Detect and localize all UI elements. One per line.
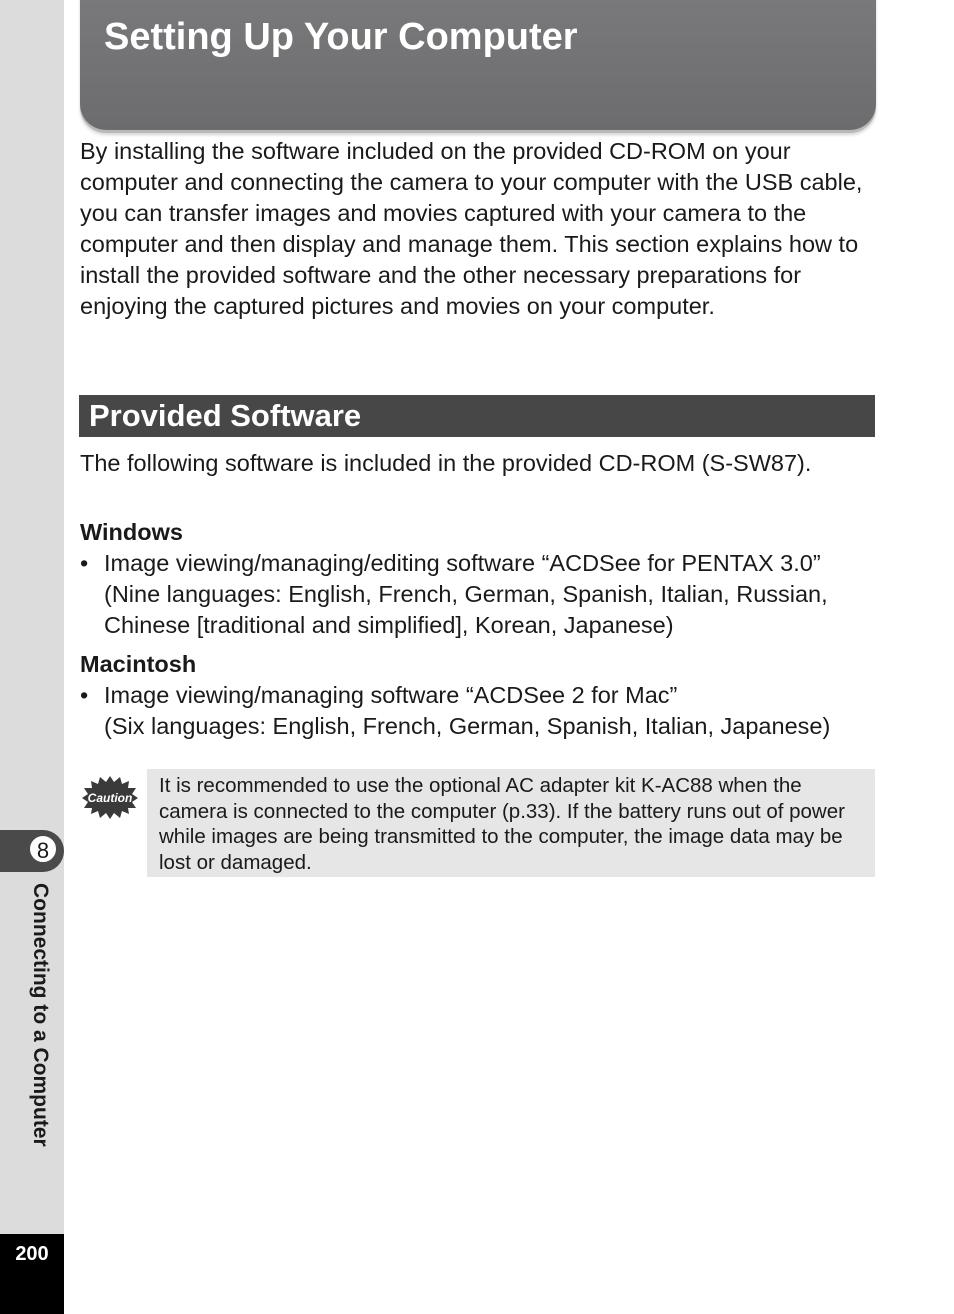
section-header bbox=[79, 395, 875, 437]
macintosh-software-item bbox=[80, 680, 880, 742]
caution-icon bbox=[82, 775, 138, 819]
bullet-dot: • bbox=[80, 682, 89, 708]
page-number: 200 bbox=[15, 1243, 49, 1265]
section-title: Provided Software bbox=[89, 398, 362, 433]
caution-note: It is recommended to use the optional AC adapter kit K-AC88 when the camera is connected to the computer (p.33). If the battery runs out of power while images are being transmitted to the computer, the image data may be lost or damaged. bbox=[147, 769, 875, 877]
bullet-dot: • bbox=[80, 550, 89, 576]
macintosh-heading: Macintosh bbox=[80, 651, 197, 677]
windows-line-1: Image viewing/managing/editing software “ACDSee for PENTAX 3.0” bbox=[104, 550, 821, 576]
title-band bbox=[80, 0, 876, 130]
page-title: Setting Up Your Computer bbox=[104, 16, 578, 58]
chapter-number: 8 bbox=[28, 834, 58, 864]
macintosh-line-2: (Six languages: English, French, German, Spanish, Italian, Japanese) bbox=[104, 713, 831, 739]
chapter-title: Connecting to a Computer bbox=[29, 883, 52, 1147]
windows-line-2: (Nine languages: English, French, German, Spanish, Italian, Russian, bbox=[104, 581, 828, 607]
macintosh-line-1: Image viewing/managing software “ACDSee 2 for Mac” bbox=[104, 682, 678, 708]
windows-heading: Windows bbox=[80, 519, 183, 545]
windows-software-item bbox=[80, 548, 880, 641]
section-lead: The following software is included in the provided CD-ROM (S-SW87). bbox=[80, 450, 812, 476]
caution-label: Caution bbox=[87, 791, 133, 805]
windows-line-3: Chinese [traditional and simplified], Korean, Japanese) bbox=[104, 612, 674, 638]
intro-paragraph: By installing the software included on the provided CD-ROM on your computer and connecting the camera to your computer with the USB cable, you can transfer images and movies captured with your camera to the computer and then display and manage them. This section explains how to install the provided software and the other necessary preparations for enjoying the captured pictures and movies on your computer. bbox=[80, 138, 863, 319]
